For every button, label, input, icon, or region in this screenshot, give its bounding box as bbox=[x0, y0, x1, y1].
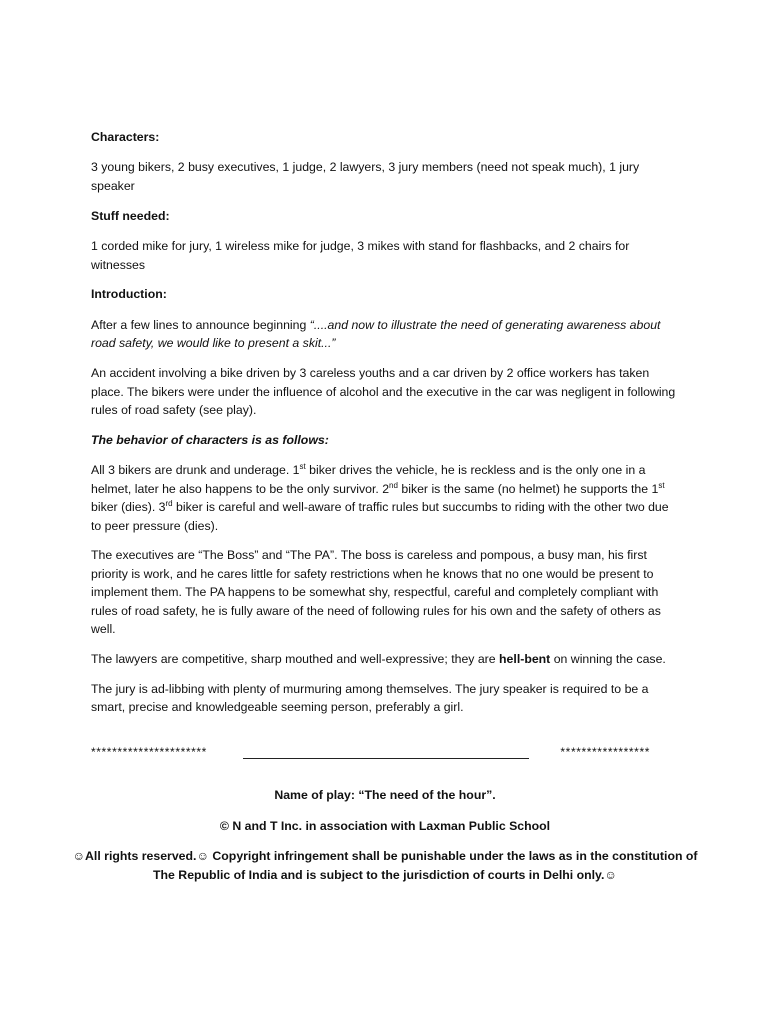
bikers-text-4: biker (dies). 3 bbox=[91, 500, 166, 515]
lawyers-bold-text: hell-bent bbox=[499, 651, 551, 666]
characters-text: 3 young bikers, 2 busy executives, 1 judge, 2 lawyers, 3 jury members (need not speak much), 1 jury speaker bbox=[91, 160, 640, 193]
section-divider bbox=[91, 745, 650, 761]
ordinal-suffix: nd bbox=[389, 480, 398, 490]
lawyers-text-2: on winning the case. bbox=[550, 651, 666, 666]
divider-rule bbox=[243, 758, 529, 759]
intro-quote-text: “....and now to illustrate the need of generating awareness about road safety, we would like to present a skit...” bbox=[91, 317, 661, 351]
lawyers-text-1: The lawyers are competitive, sharp mouthed and well-expressive; they are bbox=[91, 651, 500, 666]
ordinal-suffix: st bbox=[658, 480, 665, 490]
bikers-text-3: biker is the same (no helmet) he supports the 1 bbox=[397, 481, 659, 496]
characters-heading: Characters: bbox=[91, 130, 160, 144]
copyright-line: © N and T Inc. in association with Laxman Public School bbox=[219, 819, 551, 834]
introduction-heading: Introduction: bbox=[91, 287, 167, 302]
introduction-paragraph-2: An accident involving a bike driven by 3 careless youths and a car driven by 2 office workers has taken place. The bikers were under the influence of alcohol and the executive in the car was negligent in following rules of road safety (see play). bbox=[91, 366, 676, 417]
behavior-heading: The behavior of characters is as follows: bbox=[91, 432, 329, 447]
divider-stars-left: ********************** bbox=[91, 745, 207, 759]
rights-notice: ☺All rights reserved.☺ Copyright infringement shall be punishable under the laws as in the constitution of The Republic of India and is subject to the jurisdiction of courts in Delhi only.☺ bbox=[72, 849, 698, 882]
document-body bbox=[91, 128, 681, 717]
executives-paragraph: The executives are “The Boss” and “The PA”. The boss is careless and pompous, a busy man, his first priority is work, and he cares little for safety restrictions when he knows that no one would be present to implement them. The PA happens to be somewhat shy, respectful, careful and completely compliant with rules of road safety, he is fully aware of the need of following rules for his own and the safety of others as well. bbox=[91, 548, 661, 637]
introduction-paragraph-1 bbox=[91, 316, 681, 353]
bikers-text-2: biker drives the vehicle, he is reckless and is the only one in a helmet, later he also happens to be the only survivor. 2 bbox=[91, 463, 646, 496]
bikers-text-5: biker is careful and well-aware of traffic rules but succumbs to riding with the other two due to peer pressure (dies). bbox=[91, 500, 669, 533]
play-name: Name of play: “The need of the hour”. bbox=[274, 788, 496, 803]
jury-paragraph: The jury is ad-libbing with plenty of murmuring among themselves. The jury speaker is required to be a smart, precise and knowledgeable seeming person, preferably a girl. bbox=[91, 681, 649, 715]
bikers-paragraph bbox=[91, 461, 681, 535]
divider-stars-right: ***************** bbox=[560, 745, 650, 759]
stuff-text: 1 corded mike for jury, 1 wireless mike for judge, 3 mikes with stand for flashbacks, and 2 chairs for witnesses bbox=[91, 239, 630, 272]
ordinal-suffix: rd bbox=[165, 499, 173, 508]
stuff-heading: Stuff needed: bbox=[91, 208, 170, 223]
lawyers-paragraph bbox=[91, 650, 681, 668]
ordinal-suffix: st bbox=[299, 462, 306, 472]
bikers-text-1: All 3 bikers are drunk and underage. 1 bbox=[91, 463, 300, 478]
intro-lead-text: After a few lines to announce beginning bbox=[91, 317, 310, 332]
